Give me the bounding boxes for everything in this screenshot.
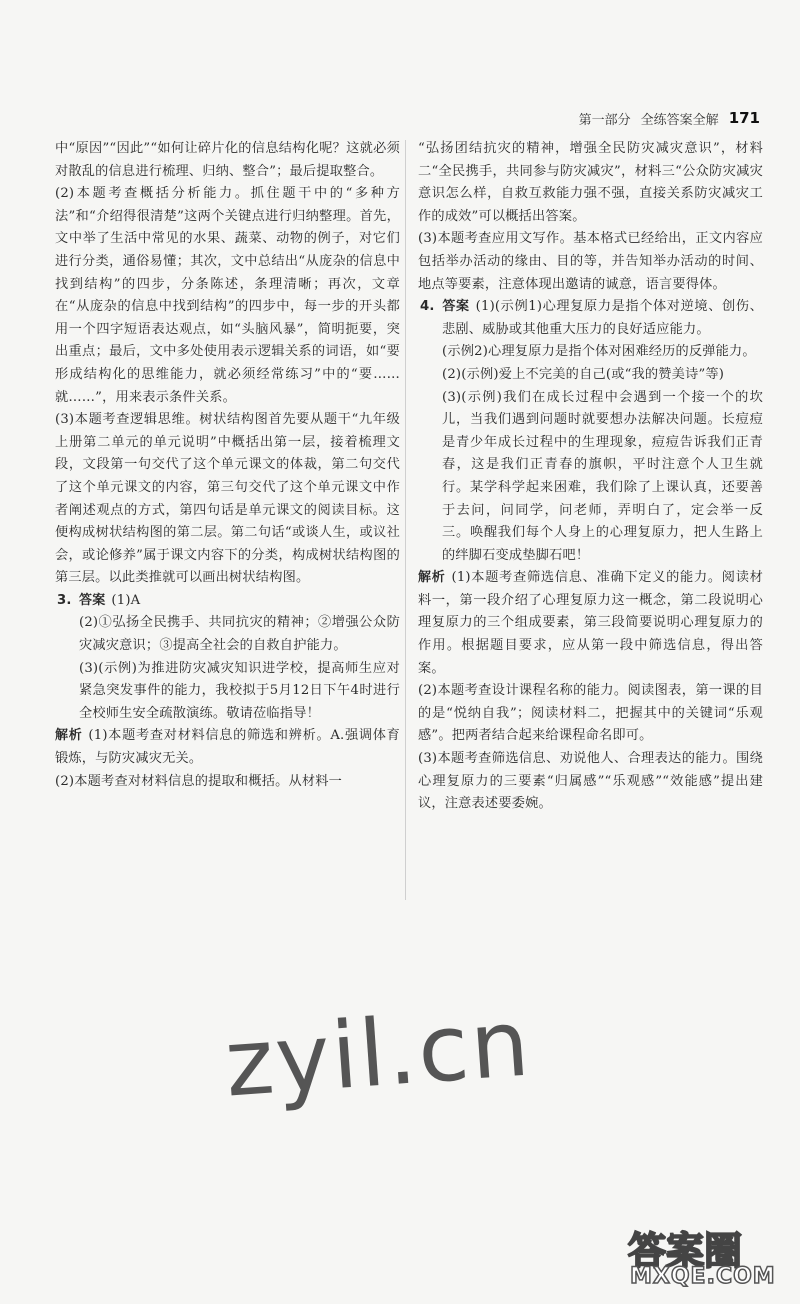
q4-analysis-1: (1)本题考查筛选信息、准确下定义的能力。阅读材料一，第一段介绍了心理复原力这一概念，第二段说明心理复原力的三个组成要素，第三段简要说明心理复原力的作用。根据题目要求，应从第一段中筛选信息，得出答案。 [418, 570, 763, 676]
q4-answer-1b: (示例2)心理复原力是指个体对困难经历的反弹能力。 [442, 344, 756, 360]
question-3-number: 3. [57, 592, 72, 608]
question-4-block [418, 296, 763, 567]
header-title: 全练答案全解 [640, 112, 719, 128]
right-para-1: “弘扬团结抗灾的精神，增强全民防灾减灾意识”，材料二“全民携手，共同参与防灾减灾”，材料三“公众防灾减灾意识怎么样，自救互救能力强不强，直接关系防灾减灾工作的成效”可以概括出答案。 [418, 141, 763, 224]
q3-analysis-tag: 解析 [55, 728, 83, 744]
q4-answer-3: (3)(示例)我们在成长过程中会遇到一个接一个的坎儿，当我们遇到问题时就要想办法解决问题。长痘痘是青少年成长过程中的生理现象，痘痘告诉我们正青春，这是我们正青春的旗帜，平时注意个人卫生就行。某学科学起来困难，我们除了上课认真，还要善于去问，问同学，问老师，弄明白了，定会举一反三。唤醒我们每个人身上的心理复原力，把人生路上的绊脚石变成垫脚石吧！ [442, 389, 763, 563]
left-column [55, 138, 400, 793]
right-para-2: (3)本题考查应用文写作。基本格式已经给出，正文内容应包括举办活动的缘由、目的等，并告知举办活动的时间、地点等要素，注意体现出邀请的诚意，语言要得体。 [418, 231, 763, 292]
left-para-1: 中“原因”“因此”“如何让碎片化的信息结构化呢？这就必须对散乱的信息进行梳理、归纳、整合”；最后提取整合。 [55, 141, 400, 179]
column-divider [405, 140, 406, 900]
q4-answer-1: (1)(示例1)心理复原力是指个体对逆境、创伤、悲剧、威胁或其他重大压力的良好适应能力。 [442, 299, 763, 337]
q4-answer-2: (2)(示例)爱上不完美的自己(或“我的赞美诗”等) [442, 366, 725, 382]
question-3-block [55, 590, 400, 726]
page-header [560, 106, 760, 130]
page-number: 171 [728, 109, 760, 127]
q3-answer-1: (1)A [111, 592, 141, 608]
logo-url: MXQE.COM [630, 1264, 776, 1289]
q3-answer-2: (2)①弘扬全民携手、共同抗灾的精神；②增强公众防灾减灾意识；③提高全社会的自救自护能力。 [79, 615, 400, 654]
logo-chinese: 答案圈 [628, 1229, 743, 1273]
q4-analysis-tag: 解析 [418, 570, 446, 586]
q3-answer-3: (3)(示例)为推进防灾减灾知识进学校，提高师生应对紧急突发事件的能力，我校拟于5月12日下午4时进行全校师生安全疏散演练。敬请莅临指导！ [79, 660, 400, 721]
q4-analysis-2: (2)本题考查设计课程名称的能力。阅读图表，第一课的目的是“悦纳自我”；阅读材料二，把握其中的关键词“乐观感”。把两者结合起来给课程命名即可。 [418, 683, 763, 744]
question-4-number: 4. [420, 299, 435, 315]
left-para-3: (3)本题考查逻辑思维。树状结构图首先要从题干“九年级上册第二单元的单元说明”中概括出第一层，接着梳理文段，文段第一句交代了这个单元课文的体裁，第二句交代了这个单元课文的内容，第三句交代了这个单元课文中作者阐述观点的方式，第四句话是单元课文的阅读目标。这便构成树状结构图的第二层。第二句话“或谈人生，或议社会，或论修养”属于课文内容下的分类，构成树状结构图的第三层。以此类推就可以画出树状结构图。 [55, 412, 400, 586]
right-column [418, 138, 763, 816]
left-para-2: (2)本题考查概括分析能力。抓住题干中的“多种方法”和“介绍得很清楚”这两个关键点进行归纳整理。首先，文中举了生活中常见的水果、蔬菜、动物的例子，对它们进行分类，通俗易懂；其次，文中总结出“从庞杂的信息中找到结构”的四步，分条陈述，条理清晰；再次，文章在“从庞杂的信息中找到结构”的四步中，每一步的开头都用一个四字短语表达观点，如“头脑风暴”，简明扼要，突出重点；最后，文中多处使用表示逻辑关系的词语，如“要形成结构化的思维能力，就必须经常练习”中的“要……就……”，用来表示条件关系。 [55, 186, 400, 405]
q4-analysis-3: (3)本题考查筛选信息、劝说他人、合理表达的能力。围绕心理复原力的三要素“归属感”“乐观感”“效能感”提出建议，注意表述要委婉。 [418, 751, 763, 812]
header-section: 第一部分 [578, 112, 631, 128]
watermark-text: zyil.cn [221, 989, 535, 1118]
q3-analysis-2: (2)本题考查对材料信息的提取和概括。从材料一 [55, 773, 343, 789]
q4-answer-tag: 答案 [442, 299, 470, 315]
q3-answer-tag: 答案 [79, 592, 106, 608]
site-logo [600, 1220, 790, 1290]
q3-analysis-1: (1)本题考查对材料信息的筛选和辨析。A.强调体育锻炼，与防灾减灾无关。 [55, 728, 400, 767]
